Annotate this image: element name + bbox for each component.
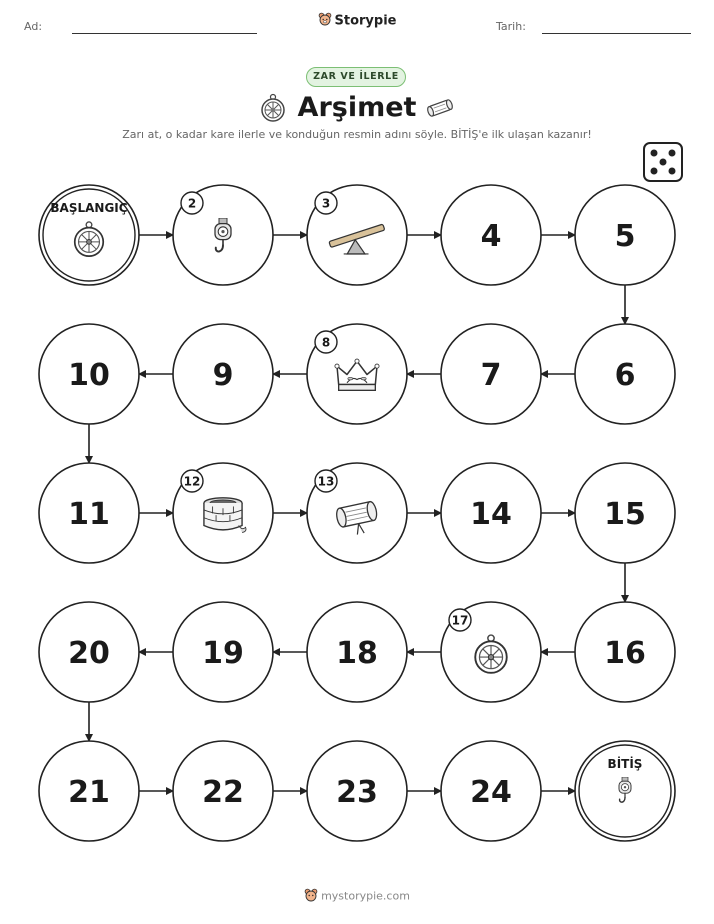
cell-number: 14 (470, 497, 512, 532)
start-label: BAŞLANGIÇ (50, 201, 128, 215)
cell-number: 24 (470, 775, 512, 810)
bear-icon (304, 888, 318, 905)
board-cell-6 (575, 324, 675, 424)
name-label: Ad: (24, 20, 43, 33)
board-cell-8 (307, 324, 407, 424)
board-cell-1 (39, 185, 139, 285)
board-cell-22 (173, 741, 273, 841)
cell-number: 22 (202, 775, 244, 810)
finish-label: BİTİŞ (607, 757, 643, 771)
board-cells (39, 185, 675, 841)
page-title: Arşimet (297, 92, 417, 123)
cell-number: 17 (451, 613, 469, 628)
cell-number: 15 (604, 497, 646, 532)
board-cell-4 (441, 185, 541, 285)
board-cell-10 (39, 324, 139, 424)
footer-site: mystorypie.com (321, 889, 410, 903)
board-cell-12 (173, 463, 273, 563)
cell-number: 23 (336, 775, 378, 810)
cell-number: 13 (317, 474, 335, 489)
cell-number: 8 (321, 335, 331, 350)
cell-number: 5 (614, 219, 636, 254)
board-cell-3 (307, 185, 407, 285)
board-cell-19 (173, 602, 273, 702)
board-cell-21 (39, 741, 139, 841)
footer (0, 888, 714, 905)
brand-name: Storypie (334, 13, 397, 29)
cell-number: 2 (187, 196, 197, 211)
cell-number: 10 (68, 358, 110, 393)
cell-number: 6 (614, 358, 636, 393)
board-cell-20 (39, 602, 139, 702)
cell-number: 21 (68, 775, 110, 810)
cell-number: 11 (68, 497, 110, 532)
game-type-badge: ZAR VE İLERLE (306, 67, 406, 87)
cell-number: 18 (336, 636, 378, 671)
well-icon (204, 498, 246, 533)
board-cell-24 (441, 741, 541, 841)
board-cell-18 (307, 602, 407, 702)
board-cell-15 (575, 463, 675, 563)
cell-number: 7 (480, 358, 502, 393)
board-cell-13 (307, 463, 407, 563)
date-label: Tarih: (496, 20, 526, 33)
board-cell-9 (173, 324, 273, 424)
board-cell-16 (575, 602, 675, 702)
cell-number: 12 (183, 474, 201, 489)
board-cell-23 (307, 741, 407, 841)
board-cell-7 (441, 324, 541, 424)
board-cell-14 (441, 463, 541, 563)
board-cell-5 (575, 185, 675, 285)
board-cell-17 (441, 602, 541, 702)
board-cell-11 (39, 463, 139, 563)
cell-number: 19 (202, 636, 244, 671)
cell-number: 4 (480, 219, 502, 254)
cell-number: 3 (321, 196, 331, 211)
board-cell-25 (575, 741, 675, 841)
cell-number: 20 (68, 636, 110, 671)
instructions: Zarı at, o kadar kare ilerle ve konduğun resmin adını söyle. BİTİŞ'e ilk ulaşan kazanır! (122, 128, 592, 141)
cell-number: 16 (604, 636, 646, 671)
board-cell-2 (173, 185, 273, 285)
cell-number: 9 (212, 358, 234, 393)
